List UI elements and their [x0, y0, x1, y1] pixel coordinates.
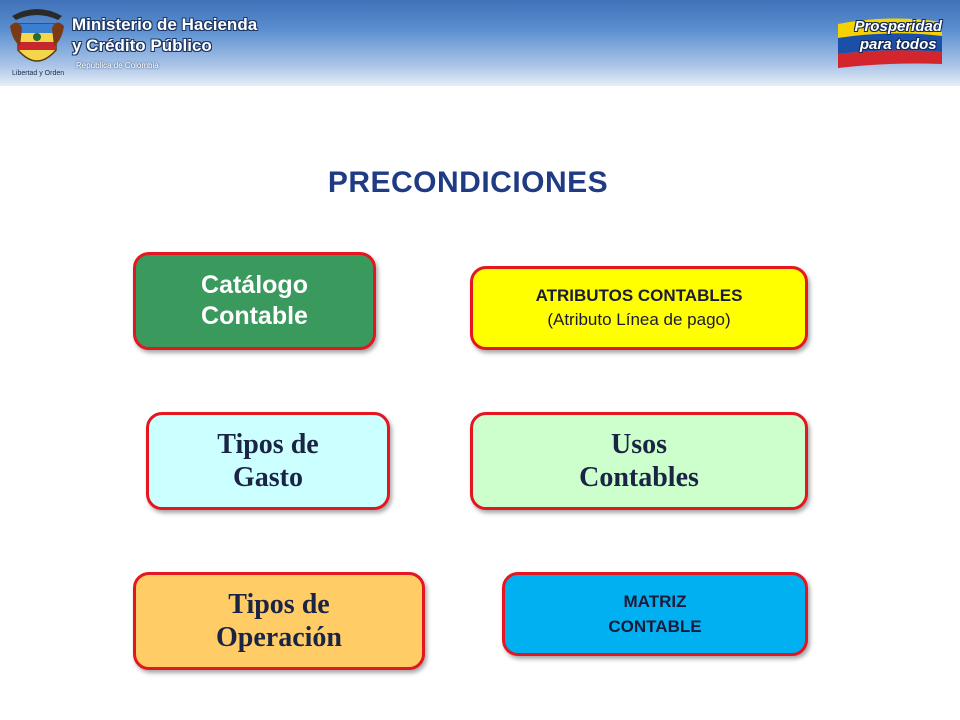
slogan-line1: Prosperidad	[854, 18, 942, 35]
matriz-line1: MATRIZ	[623, 592, 687, 611]
catalogo-contable-box	[133, 252, 376, 350]
atributos-line2: (Atributo Línea de pago)	[547, 310, 731, 329]
matriz-contable-box	[502, 572, 808, 656]
page-title: PRECONDICIONES	[327, 166, 609, 199]
crest-motto: Libertad y Orden	[12, 70, 65, 77]
ministry-subtitle: República de Colombia	[76, 61, 159, 70]
usos-contables-box	[470, 412, 808, 510]
catalogo-line2: Contable	[201, 302, 308, 330]
catalogo-line1: Catálogo	[201, 271, 308, 299]
ministry-name-line2: y Crédito Público	[72, 36, 212, 55]
atributos-contables-box	[470, 266, 808, 350]
header-banner	[0, 0, 960, 86]
operacion-line1: Tipos de	[228, 589, 330, 620]
operacion-line2: Operación	[216, 622, 342, 653]
coat-of-arms-icon	[8, 6, 66, 74]
gasto-line1: Tipos de	[217, 429, 319, 460]
matriz-line2: CONTABLE	[608, 617, 702, 636]
usos-line1: Usos	[610, 429, 667, 460]
prosperidad-slogan	[854, 18, 942, 54]
ministry-name	[72, 14, 257, 56]
tipos-de-gasto-box	[146, 412, 390, 510]
atributos-line1: ATRIBUTOS CONTABLES	[535, 286, 743, 305]
gasto-line2: Gasto	[233, 462, 303, 493]
tipos-de-operacion-box	[133, 572, 425, 670]
ministry-name-line1: Ministerio de Hacienda	[72, 15, 258, 34]
slogan-line2: para todos	[859, 36, 937, 53]
usos-line2: Contables	[579, 462, 699, 493]
